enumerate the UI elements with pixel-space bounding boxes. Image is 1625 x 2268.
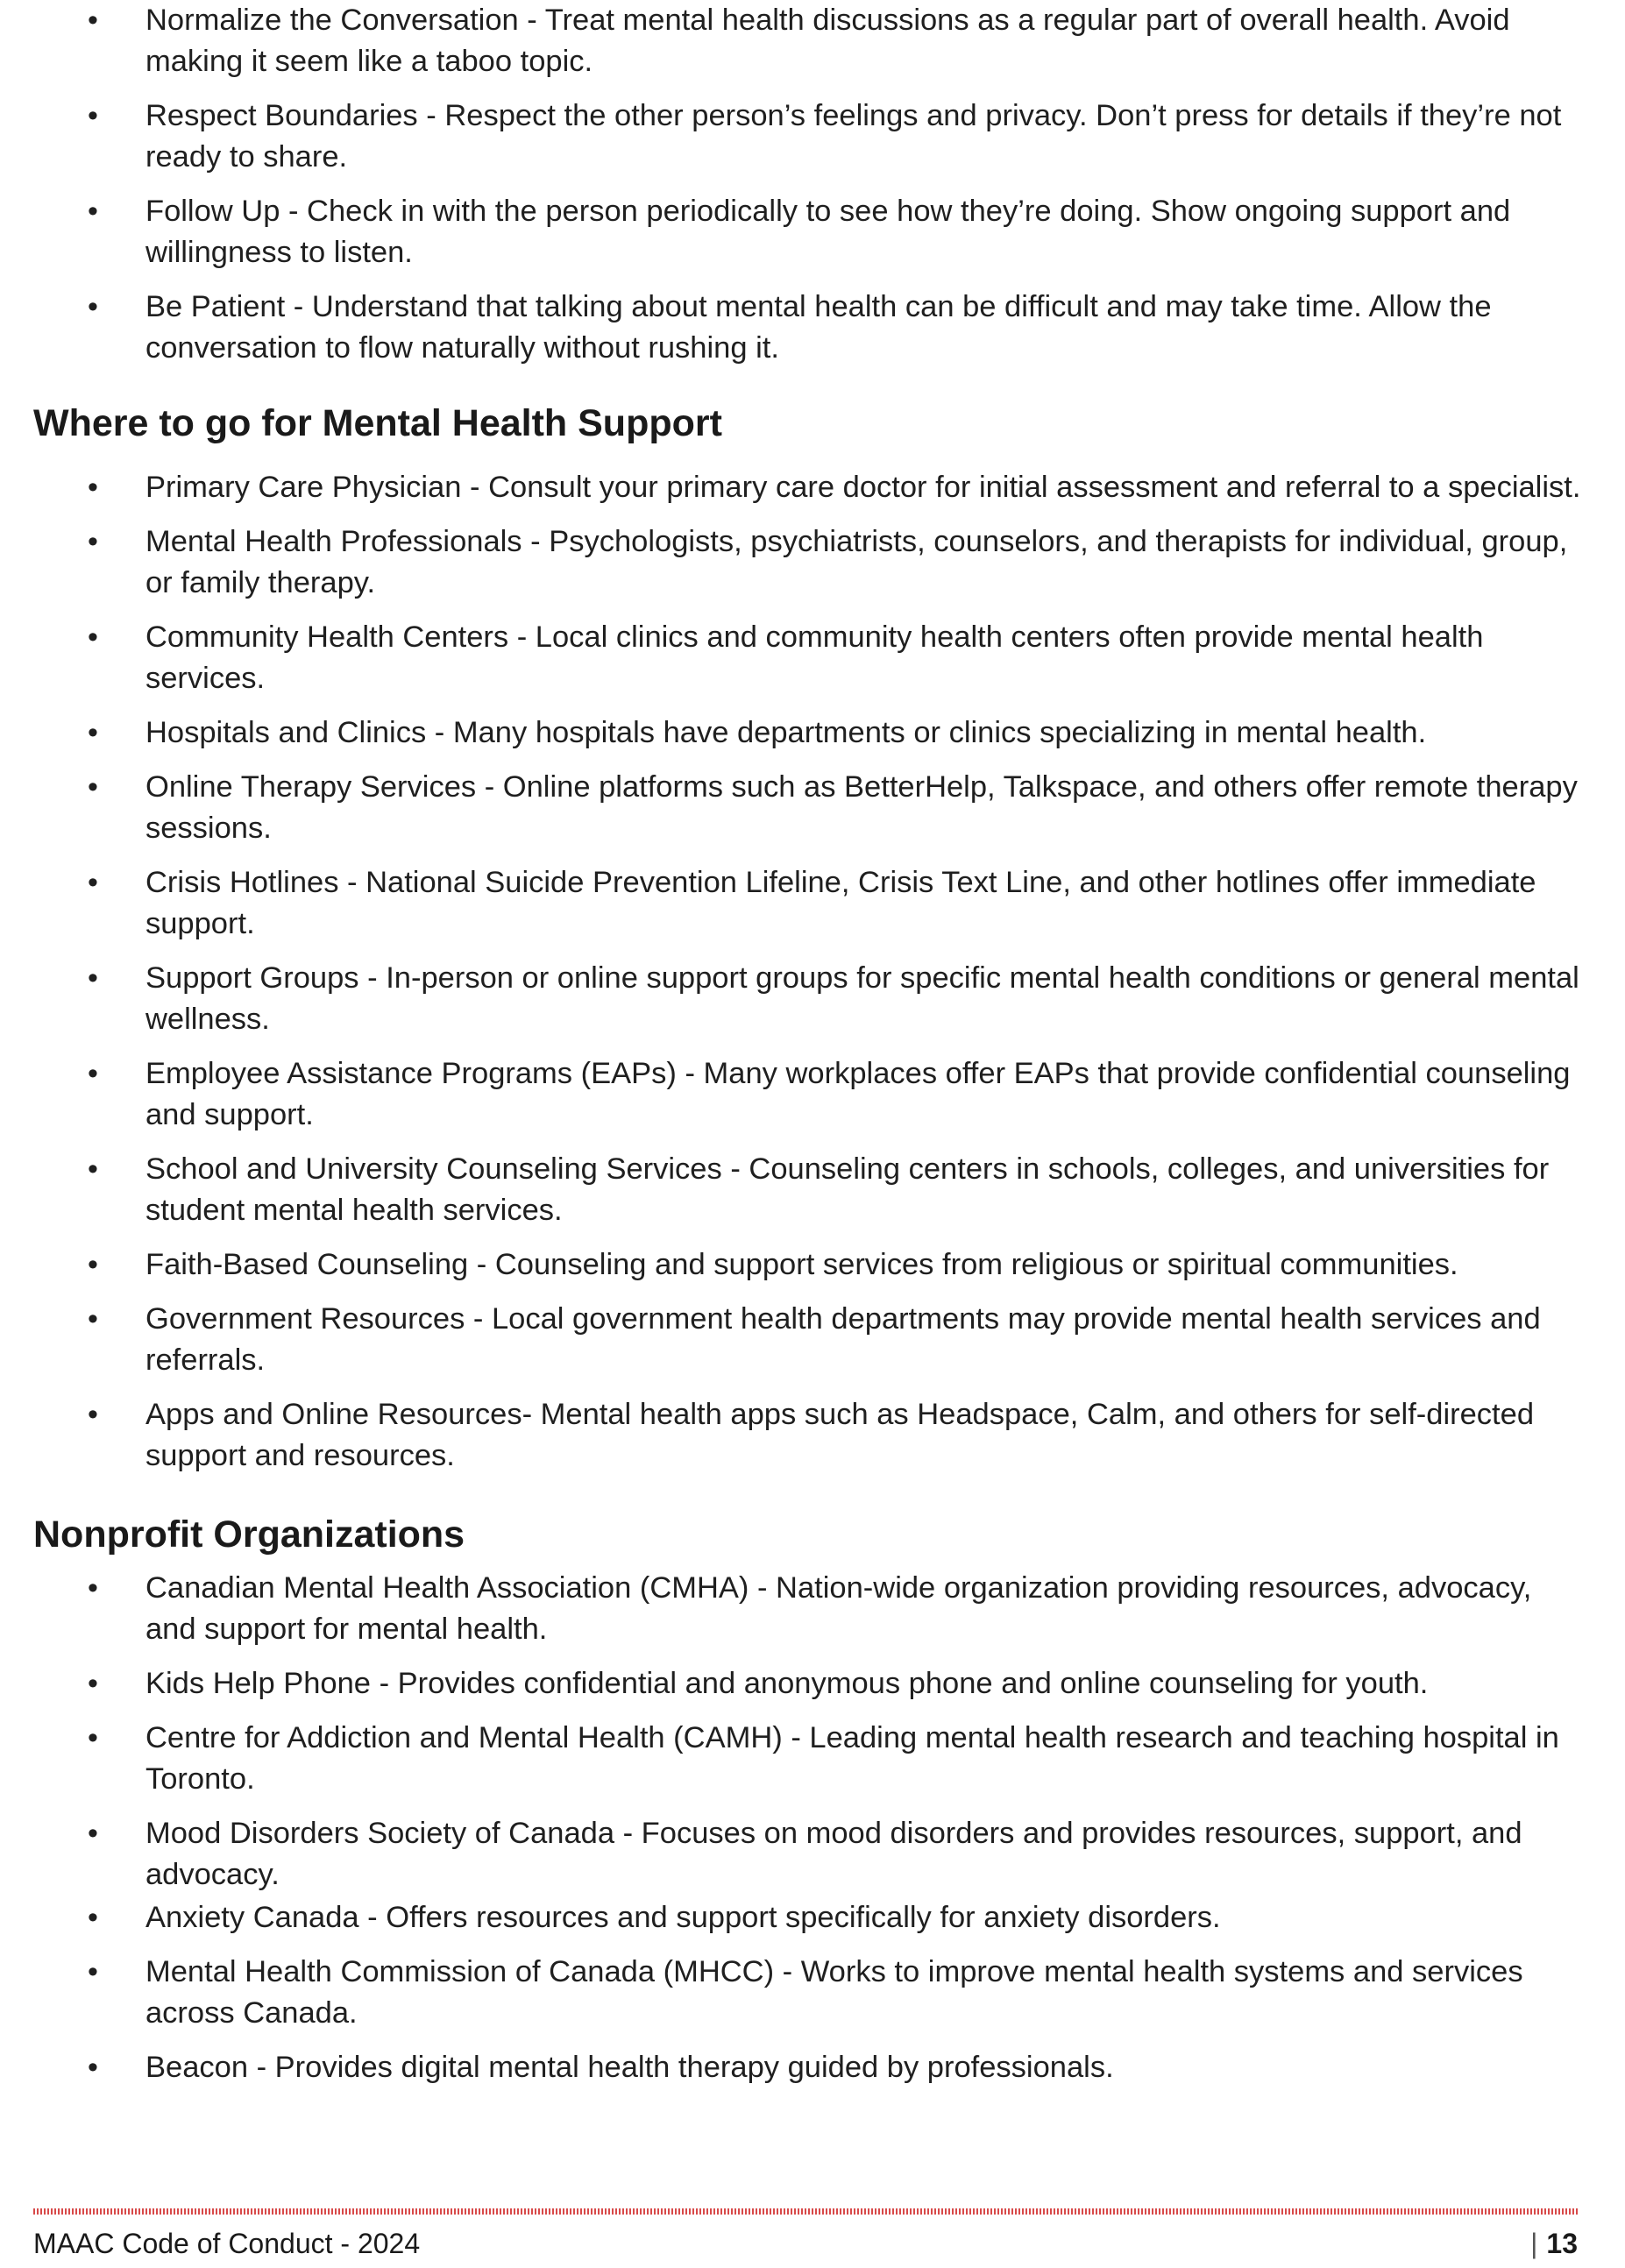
list-item-text: Be Patient - Understand that talking about mental health can be difficult and may take time. Allow the conversation to flow naturally without rushing it. bbox=[145, 290, 1492, 365]
list-item bbox=[33, 96, 1585, 178]
bullet-icon: • bbox=[88, 716, 98, 749]
list-item bbox=[33, 1299, 1585, 1381]
list-item bbox=[33, 2047, 1585, 2088]
list-item-text: Apps and Online Resources- Mental health apps such as Headspace, Calm, and others for self-directed support and resources. bbox=[145, 1398, 1535, 1472]
list-item-text: Follow Up - Check in with the person periodically to see how they’re doing. Show ongoing support and willingness to listen. bbox=[145, 195, 1511, 269]
list-item bbox=[33, 1897, 1585, 1938]
footer-separator: | bbox=[1530, 2228, 1538, 2259]
nonprofit-bullet-list bbox=[33, 1568, 1585, 2088]
list-item-text: Mood Disorders Society of Canada - Focuses on mood disorders and provides resources, support, and advocacy. bbox=[145, 1817, 1522, 1891]
list-item bbox=[33, 767, 1585, 849]
page-number: 13 bbox=[1546, 2228, 1578, 2259]
bullet-icon: • bbox=[88, 1667, 98, 1700]
bullet-icon: • bbox=[88, 1248, 98, 1281]
list-item-text: Respect Boundaries - Respect the other person’s feelings and privacy. Don’t press for details if they’re not ready to share. bbox=[145, 99, 1562, 174]
footer-page-number-block bbox=[1530, 2226, 1578, 2261]
list-item bbox=[33, 0, 1585, 82]
list-item-text: Government Resources - Local government health departments may provide mental health services and referrals. bbox=[145, 1302, 1541, 1377]
bullet-icon: • bbox=[88, 525, 98, 558]
list-item-text: Primary Care Physician - Consult your primary care doctor for initial assessment and referral to a specialist. bbox=[145, 471, 1581, 504]
section-heading-nonprofit: Nonprofit Organizations bbox=[33, 1513, 465, 1556]
list-item bbox=[33, 712, 1585, 754]
list-item-text: Employee Assistance Programs (EAPs) - Many workplaces offer EAPs that provide confidential counseling and support. bbox=[145, 1057, 1571, 1131]
list-item bbox=[33, 1394, 1585, 1477]
intro-bullet-list bbox=[33, 0, 1585, 369]
bullet-icon: • bbox=[88, 770, 98, 804]
section-heading-support: Where to go for Mental Health Support bbox=[33, 402, 722, 444]
bullet-icon: • bbox=[88, 866, 98, 899]
list-item bbox=[33, 1718, 1585, 1800]
list-item-text: Mental Health Professionals - Psychologists, psychiatrists, counselors, and therapists for individual, group, or family therapy. bbox=[145, 525, 1568, 599]
list-item-text: Beacon - Provides digital mental health therapy guided by professionals. bbox=[145, 2051, 1114, 2084]
footer-document-title: MAAC Code of Conduct - 2024 bbox=[33, 2228, 421, 2259]
list-item-text: Faith-Based Counseling - Counseling and support services from religious or spiritual communities. bbox=[145, 1248, 1458, 1281]
list-item bbox=[33, 191, 1585, 273]
list-item-text: Anxiety Canada - Offers resources and support specifically for anxiety disorders. bbox=[145, 1901, 1221, 1934]
list-item bbox=[33, 1663, 1585, 1705]
list-item-text: Kids Help Phone - Provides confidential and anonymous phone and online counseling for youth. bbox=[145, 1667, 1429, 1700]
list-item bbox=[33, 467, 1585, 508]
footer-divider bbox=[33, 2208, 1579, 2215]
bullet-icon: • bbox=[88, 961, 98, 995]
list-item bbox=[33, 1053, 1585, 1136]
list-item-text: School and University Counseling Services - Counseling centers in schools, colleges, and universities for student mental health services. bbox=[145, 1152, 1550, 1227]
page-content bbox=[33, 0, 1585, 2101]
bullet-icon: • bbox=[88, 1817, 98, 1850]
list-item-text: Community Health Centers - Local clinics and community health centers often provide mental health services. bbox=[145, 620, 1484, 695]
list-item bbox=[33, 958, 1585, 1040]
bullet-icon: • bbox=[88, 290, 98, 323]
list-item-text: Normalize the Conversation - Treat mental health discussions as a regular part of overall health. Avoid making it seem like a taboo topic. bbox=[145, 4, 1510, 78]
list-item bbox=[33, 287, 1585, 369]
list-item bbox=[33, 617, 1585, 699]
bullet-icon: • bbox=[88, 1398, 98, 1431]
bullet-icon: • bbox=[88, 620, 98, 654]
list-item-text: Hospitals and Clinics - Many hospitals have departments or clinics specializing in mental health. bbox=[145, 716, 1427, 749]
list-item bbox=[33, 521, 1585, 604]
list-item bbox=[33, 1813, 1585, 1896]
bullet-icon: • bbox=[88, 195, 98, 228]
list-item-text: Centre for Addiction and Mental Health (CAMH) - Leading mental health research and teaching hospital in Toronto. bbox=[145, 1721, 1559, 1796]
bullet-icon: • bbox=[88, 1571, 98, 1605]
bullet-icon: • bbox=[88, 471, 98, 504]
support-bullet-list bbox=[33, 467, 1585, 1477]
bullet-icon: • bbox=[88, 1152, 98, 1186]
list-item bbox=[33, 1149, 1585, 1231]
list-item bbox=[33, 862, 1585, 945]
list-item bbox=[33, 1568, 1585, 1650]
list-item-text: Canadian Mental Health Association (CMHA) - Nation-wide organization providing resources, advocacy, and support for mental health. bbox=[145, 1571, 1532, 1646]
bullet-icon: • bbox=[88, 1721, 98, 1754]
list-item bbox=[33, 1244, 1585, 1286]
bullet-icon: • bbox=[88, 2051, 98, 2084]
list-item-text: Mental Health Commission of Canada (MHCC) - Works to improve mental health systems and services across Canada. bbox=[145, 1955, 1523, 2030]
list-item bbox=[33, 1952, 1585, 2034]
bullet-icon: • bbox=[88, 1901, 98, 1934]
bullet-icon: • bbox=[88, 99, 98, 132]
list-item-text: Support Groups - In-person or online support groups for specific mental health conditions or general mental wellness. bbox=[145, 961, 1579, 1036]
bullet-icon: • bbox=[88, 4, 98, 37]
bullet-icon: • bbox=[88, 1302, 98, 1336]
bullet-icon: • bbox=[88, 1057, 98, 1090]
list-item-text: Crisis Hotlines - National Suicide Prevention Lifeline, Crisis Text Line, and other hotlines offer immediate support. bbox=[145, 866, 1536, 940]
list-item-text: Online Therapy Services - Online platforms such as BetterHelp, Talkspace, and others offer remote therapy sessions. bbox=[145, 770, 1578, 845]
bullet-icon: • bbox=[88, 1955, 98, 1988]
